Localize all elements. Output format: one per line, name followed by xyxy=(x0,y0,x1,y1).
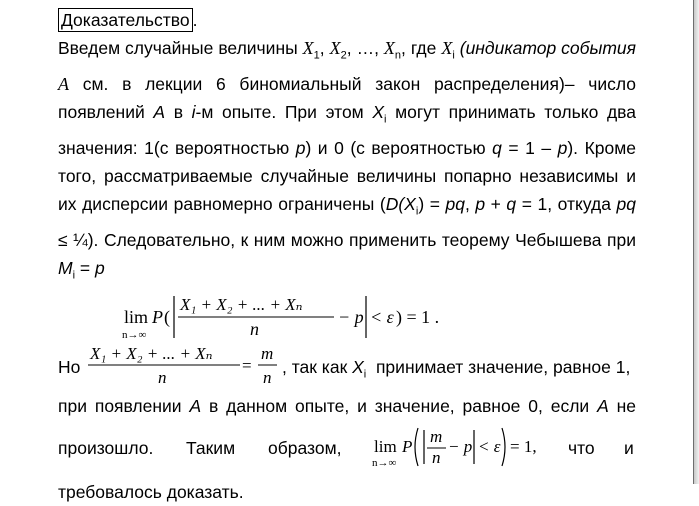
p-letter: P xyxy=(402,436,413,456)
page-edge-shadow xyxy=(694,0,699,484)
lim-text: lim xyxy=(374,436,397,456)
equals: = xyxy=(242,355,252,375)
text: , где xyxy=(401,38,442,59)
var-m: M xyxy=(58,258,73,279)
var-x: X xyxy=(372,102,385,123)
less-eps: < ε xyxy=(370,306,394,327)
text: ≤ ¼). Следовательно, к ним можно применить теорему Чебышева при xyxy=(58,229,636,250)
numerator: X₁ + X₂ + ... + Xₙ xyxy=(180,294,303,314)
chebyshev-formula-svg xyxy=(120,290,440,346)
var-x: X xyxy=(383,38,395,59)
subscript: i xyxy=(415,205,419,218)
minus-p: − p xyxy=(338,306,364,327)
var-p: p xyxy=(94,258,105,279)
equals-one: = 1, xyxy=(510,436,537,456)
proof-paragraph xyxy=(58,34,636,290)
text: см. в лекции 6 биномиальный закон распределения)– число появлений xyxy=(58,73,636,123)
var-dx: D(X xyxy=(385,194,416,215)
word: Таким xyxy=(186,437,236,458)
var-a: A xyxy=(597,395,609,416)
m-over-n-svg xyxy=(255,342,285,386)
text: принимает значение, равное 1, xyxy=(366,356,631,377)
p-letter: P xyxy=(152,306,163,327)
var-a: A xyxy=(189,395,202,416)
minus-p: − p xyxy=(448,436,473,456)
text: могут принимать только два значения: 1(с вероятностью xyxy=(58,102,636,158)
line-no xyxy=(58,343,636,388)
text: , xyxy=(319,38,330,59)
var-a: A xyxy=(153,102,166,123)
line-no-rest xyxy=(282,353,630,389)
subscript: i xyxy=(452,49,455,62)
closing-text: требовалось доказать. xyxy=(58,481,244,502)
equals-one: ) = 1 . xyxy=(396,306,440,327)
subscript: 1 xyxy=(313,49,320,62)
proof-heading-line xyxy=(58,6,636,34)
var-p: p xyxy=(557,137,568,158)
var-x: X xyxy=(302,38,314,59)
text: = 1 – xyxy=(501,137,558,158)
lim-subscript: n→∞ xyxy=(122,328,147,341)
var-x: X xyxy=(441,38,453,59)
text: = 1, откуда xyxy=(516,194,617,215)
line-2-text xyxy=(58,392,636,420)
n-letter: n xyxy=(263,367,272,386)
subscript: 2 xyxy=(340,49,347,62)
word: образом, xyxy=(268,437,342,458)
final-limit-svg xyxy=(370,422,560,468)
word: и xyxy=(624,437,634,458)
var-p: p xyxy=(295,137,306,158)
n-letter: n xyxy=(432,447,441,467)
var-x: X xyxy=(329,38,341,59)
text: , xyxy=(346,38,357,59)
text: …, xyxy=(356,38,384,59)
less-eps: < ε xyxy=(478,436,501,456)
text-italic: (индикатор события xyxy=(454,38,636,59)
text: , xyxy=(464,194,476,215)
var-x: X xyxy=(352,356,364,377)
var-i: i xyxy=(191,102,196,123)
text: ) и 0 (с вероятностью xyxy=(305,137,493,158)
mean-fraction-svg xyxy=(88,342,268,386)
big-paren-right xyxy=(502,428,505,466)
text: ). Кроме того, рассматриваемые случайные величины попарно независимы и их дисперсии равномерно ограничены ( xyxy=(58,137,636,215)
text: в данном опыте, и значение, равное 0, если xyxy=(201,395,598,416)
frac-denominator: n xyxy=(158,367,167,386)
subscript: i xyxy=(384,113,387,126)
var-q: q xyxy=(492,137,502,158)
text: , так как xyxy=(282,356,353,377)
word-no: Но xyxy=(58,356,81,377)
subscript: i xyxy=(72,269,76,282)
open-paren: ( xyxy=(164,306,170,327)
word: что xyxy=(568,437,595,458)
frac-numerator: X₁ + X₂ + ... + Xₙ xyxy=(90,343,213,363)
line-3 xyxy=(58,428,636,474)
text: в xyxy=(165,102,192,123)
text: = xyxy=(75,258,95,279)
text: + xyxy=(485,194,507,215)
text: Введем случайные величины xyxy=(58,38,303,59)
var-q: q xyxy=(506,194,517,215)
m-letter: m xyxy=(430,426,443,446)
var-a: A xyxy=(58,73,69,94)
heading-period: . xyxy=(192,10,198,30)
text: = xyxy=(424,194,446,215)
lim-text: lim xyxy=(124,306,149,327)
subscript: i xyxy=(363,368,367,381)
denominator: n xyxy=(250,318,259,339)
text: не xyxy=(608,395,637,416)
subscript: n xyxy=(394,49,402,62)
m-letter: m xyxy=(261,343,274,363)
text: -м опыте. При этом xyxy=(195,102,373,123)
line-4 xyxy=(58,478,636,506)
var-p: p xyxy=(475,194,486,215)
text: ) xyxy=(418,194,425,215)
big-paren-left xyxy=(415,428,418,466)
text: при появлении xyxy=(58,395,190,416)
word: произошло. xyxy=(58,437,154,458)
proof-body xyxy=(58,6,636,506)
proof-heading: Доказательство xyxy=(58,8,193,32)
chebyshev-formula xyxy=(58,290,636,346)
var-pq: pq xyxy=(616,194,636,215)
var-pq: pq xyxy=(445,194,465,215)
lim-subscript: n→∞ xyxy=(372,456,397,468)
